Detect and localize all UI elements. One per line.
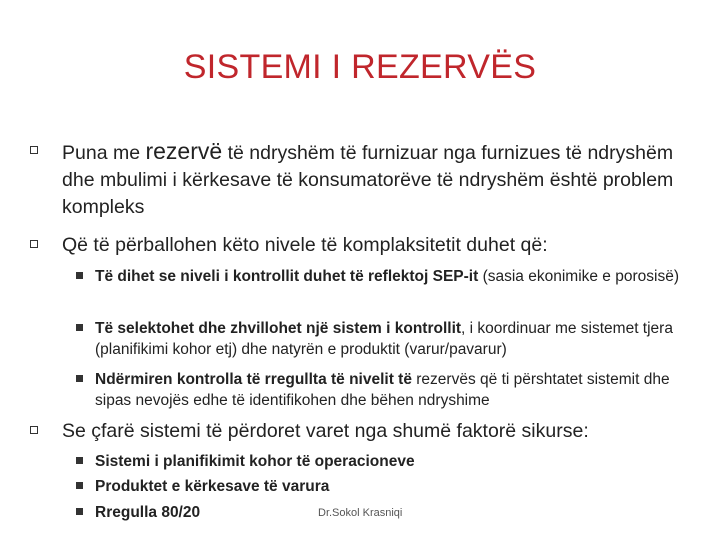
sub-bullet-2-1-rest: (sasia ekonimike e porosisë) (478, 268, 679, 285)
footer-author: Dr.Sokol Krasniqi (318, 507, 403, 519)
sub-bullet-2-3-rest: rezervës që ti përshtatet sistemit dhe sipas nevojës edhe të identifikohen dhe bëhen ndryshime (95, 371, 670, 409)
sub-bullet-2-2-rest: , i koordinuar me sistemet tjera (planifikimi kohor etj) dhe natyrën e produktit (varur/pavarur) (95, 320, 673, 358)
slide-title: SISTEMI I REZERVËS (183, 48, 537, 86)
filled-square-bullet-icon (76, 457, 83, 464)
bullet-1-part-3: të ndryshëm të furnizuar nga furnizues të ndryshëm dhe mbulimi i kërkesave të konsumatorëve të ndryshëm është problem kompleks (62, 142, 674, 218)
sub-bullet-3-3-bold: Rregulla 80/20 (95, 504, 201, 521)
sub-bullet-2-2 (76, 318, 696, 360)
hollow-square-bullet-icon (30, 426, 38, 434)
sub-bullet-2-3 (76, 369, 696, 411)
bullet-1-part-2: rezervë (145, 138, 223, 164)
sub-bullet-3-1 (76, 451, 696, 472)
filled-square-bullet-icon (76, 324, 83, 331)
bullet-1-part-1: Puna me (62, 142, 146, 164)
bullet-3 (30, 418, 690, 445)
filled-square-bullet-icon (76, 482, 83, 489)
filled-square-bullet-icon (76, 272, 83, 279)
sub-bullet-3-1-bold: Sistemi i planifikimit kohor të operacioneve (95, 453, 415, 470)
sub-bullet-2-1 (76, 266, 696, 287)
filled-square-bullet-icon (76, 508, 83, 515)
sub-bullet-2-2-bold: Të selektohet dhe zhvillohet një sistem i kontrollit (95, 320, 462, 337)
bullet-1-text (62, 138, 682, 221)
bullet-2 (30, 232, 690, 259)
bullet-3-text: Se çfarë sistemi të përdoret varet nga shumë faktorë sikurse: (62, 420, 589, 442)
bullet-1 (30, 138, 690, 221)
bullet-2-text: Që të përballohen këto nivele të komplaksitetit duhet që: (62, 234, 548, 256)
sub-bullet-2-1-bold: Të dihet se niveli i kontrollit duhet të reflektoj SEP-it (95, 268, 479, 285)
hollow-square-bullet-icon (30, 240, 38, 248)
filled-square-bullet-icon (76, 375, 83, 382)
sub-bullet-3-2-bold: Produktet e kërkesave të varura (95, 478, 330, 495)
sub-bullet-3-2 (76, 476, 696, 497)
hollow-square-bullet-icon (30, 146, 38, 154)
sub-bullet-2-3-bold: Ndërmiren kontrolla të rregullta të nivelit të (95, 371, 412, 388)
